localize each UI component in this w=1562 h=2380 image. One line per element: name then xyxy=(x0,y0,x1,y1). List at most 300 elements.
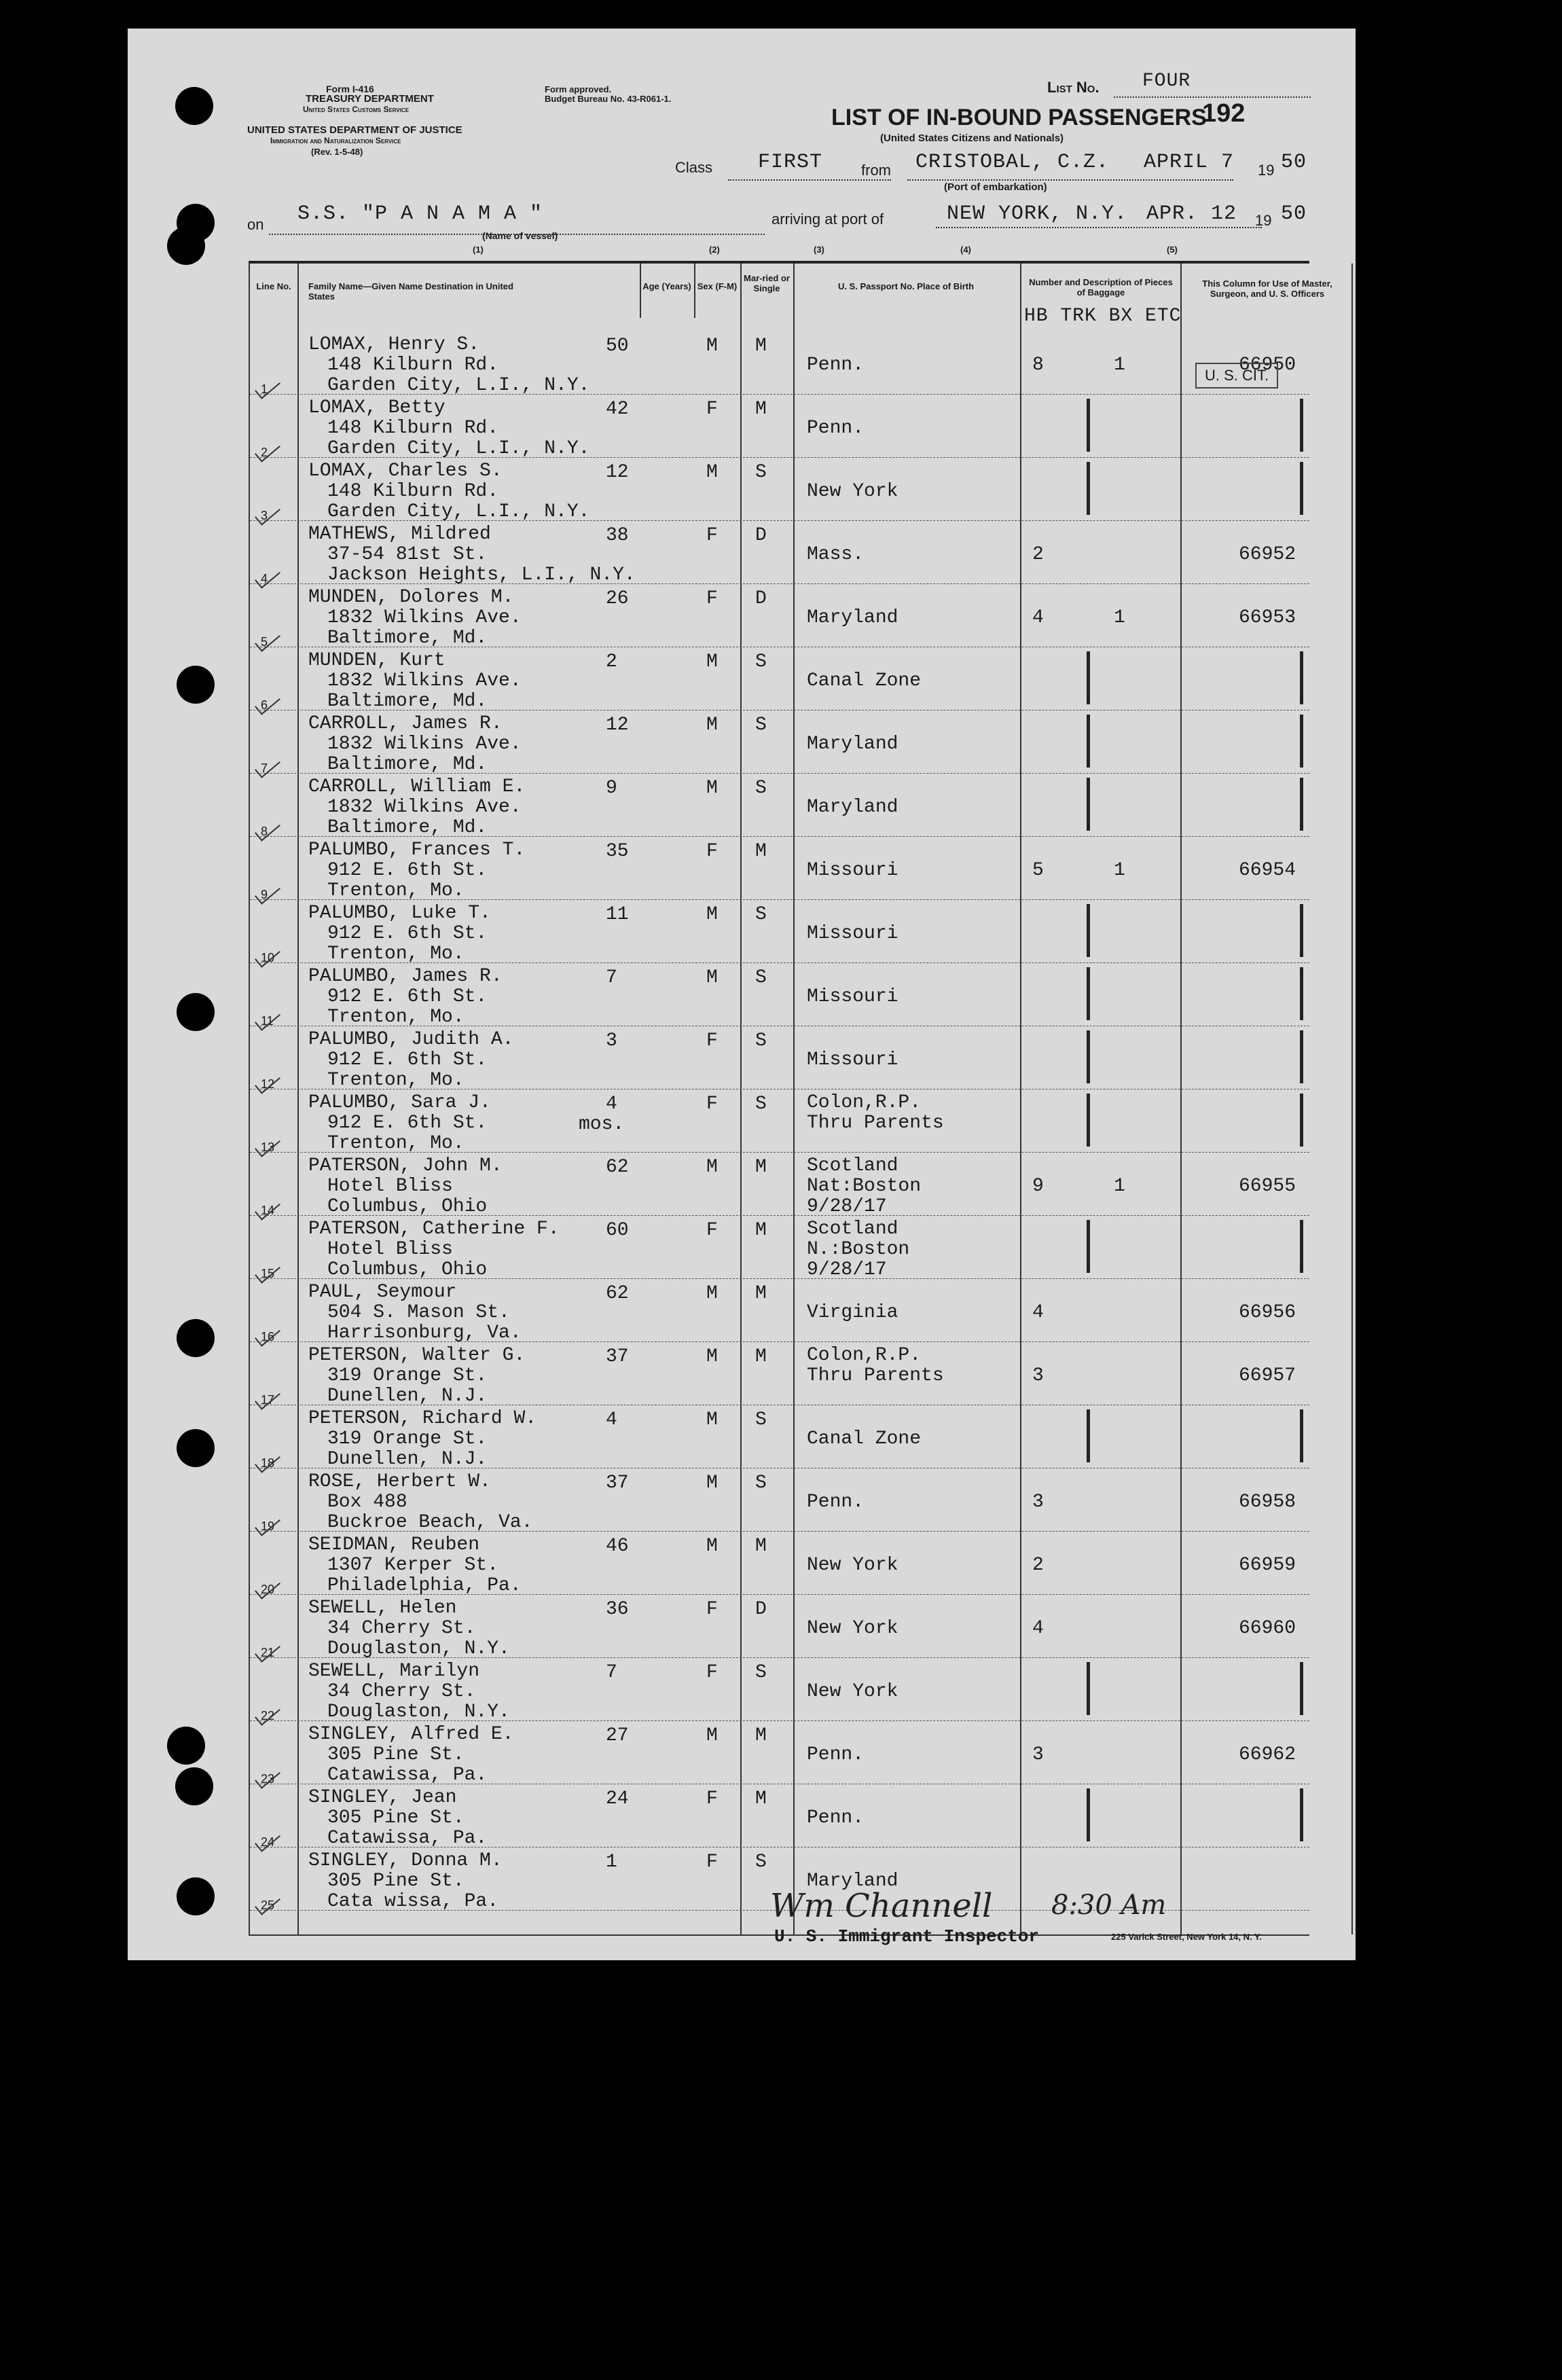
sex-value: F xyxy=(706,1030,718,1051)
address-line-2: Harrisonburg, Va. xyxy=(327,1322,522,1344)
address-line-2: Catawissa, Pa. xyxy=(327,1765,488,1786)
arriving-label: arriving at port of xyxy=(771,211,884,228)
ditto-mark xyxy=(1087,904,1090,957)
ditto-mark xyxy=(1300,904,1303,957)
address-line-2: Buckroe Beach, Va. xyxy=(327,1512,533,1533)
sex-value: F xyxy=(706,1220,718,1241)
birthplace: Canal Zone xyxy=(807,670,922,691)
line-number: 9 xyxy=(261,888,268,901)
line-number: 21 xyxy=(261,1646,275,1659)
table-row xyxy=(250,710,1309,774)
ditto-mark xyxy=(1087,778,1090,831)
sex-value: F xyxy=(706,1852,718,1873)
marital-status: S xyxy=(755,1473,767,1494)
manifest-sheet xyxy=(128,29,1356,1960)
age-value: 27 xyxy=(606,1725,629,1746)
marital-status: S xyxy=(755,1662,767,1683)
ins-service: Immigration and Naturalization Service xyxy=(270,136,401,145)
sex-value: F xyxy=(706,1599,718,1620)
punch-hole xyxy=(177,1429,215,1467)
col-num-5: (5) xyxy=(1167,245,1178,255)
passenger-name: MATHEWS, Mildred xyxy=(308,524,491,545)
birthplace: Maryland xyxy=(807,607,898,628)
address-line-2: Douglaston, N.Y. xyxy=(327,1701,510,1723)
passenger-name: PETERSON, Walter G. xyxy=(308,1345,526,1366)
passenger-name: LOMAX, Charles S. xyxy=(308,461,503,482)
ditto-mark xyxy=(1300,462,1303,515)
address-line-2: Philadelphia, Pa. xyxy=(327,1575,522,1596)
line-number: 16 xyxy=(261,1330,275,1344)
punch-hole xyxy=(177,666,215,704)
line-number: 14 xyxy=(261,1204,275,1217)
birthplace: New York xyxy=(807,1618,898,1639)
address-line-1: 912 E. 6th St. xyxy=(327,860,488,881)
arrival-date: APR. 12 xyxy=(1146,202,1237,226)
table-row xyxy=(250,1721,1309,1784)
document-title: LIST OF IN-BOUND PASSENGERS xyxy=(831,105,1207,130)
passenger-name: SINGLEY, Donna M. xyxy=(308,1850,503,1871)
address-line-1: 1832 Wilkins Ave. xyxy=(327,607,522,628)
line-number: 25 xyxy=(261,1898,275,1912)
ditto-mark xyxy=(1087,1220,1090,1273)
birthplace-line-3: 9/28/17 xyxy=(807,1196,887,1217)
line-number: 10 xyxy=(261,951,275,964)
birthplace-line-3: 9/28/17 xyxy=(807,1259,887,1280)
age-value: 2 xyxy=(606,651,617,672)
punch-hole xyxy=(175,1767,213,1805)
marital-status: D xyxy=(755,588,767,609)
marital-status: M xyxy=(755,1220,767,1241)
arrival-year-prefix: 19 xyxy=(1255,212,1272,229)
birthplace: Canal Zone xyxy=(807,1428,922,1449)
table-row xyxy=(250,1089,1309,1153)
birthplace: Penn. xyxy=(807,1492,865,1513)
address-line-2: Trenton, Mo. xyxy=(327,943,465,964)
passenger-name: PALUMBO, Judith A. xyxy=(308,1029,514,1050)
line-number: 18 xyxy=(261,1456,275,1470)
ditto-mark xyxy=(1087,1030,1090,1083)
address-line-1: 34 Cherry St. xyxy=(327,1681,476,1702)
ditto-mark xyxy=(1087,1788,1090,1841)
passenger-name: PATERSON, Catherine F. xyxy=(308,1219,560,1240)
address-line-1: 1832 Wilkins Ave. xyxy=(327,797,522,818)
line-number: 13 xyxy=(261,1140,275,1154)
col-num-2: (2) xyxy=(709,245,720,255)
ditto-mark xyxy=(1087,1662,1090,1715)
marital-status: M xyxy=(755,1536,767,1557)
marital-status: M xyxy=(755,1157,767,1178)
marital-status: S xyxy=(755,651,767,672)
officer-number: 66959 xyxy=(1239,1555,1296,1576)
budget-bureau: Budget Bureau No. 43-R061-1. xyxy=(545,94,672,104)
list-number: FOUR xyxy=(1142,71,1191,92)
table-row xyxy=(250,521,1309,584)
address-line-1: 912 E. 6th St. xyxy=(327,923,488,944)
document-subtitle: (United States Citizens and Nationals) xyxy=(880,132,1064,144)
punch-hole xyxy=(177,993,215,1031)
birthplace: Maryland xyxy=(807,1871,898,1892)
address-line-1: Box 488 xyxy=(327,1492,407,1513)
line-number: 15 xyxy=(261,1267,275,1280)
table-row xyxy=(250,395,1309,458)
birthplace: New York xyxy=(807,1681,898,1702)
age-value: 1 xyxy=(606,1852,617,1873)
ditto-mark xyxy=(1300,1662,1303,1715)
age-value: 46 xyxy=(606,1536,629,1557)
col-baggage: Number and Description of Pieces of Baggage xyxy=(1029,277,1173,298)
line-number: 11 xyxy=(261,1014,274,1028)
birthplace: Scotland xyxy=(807,1219,898,1240)
line-number: 19 xyxy=(261,1519,275,1533)
form-approved: Form approved. xyxy=(545,84,612,94)
address-line-2: Baltimore, Md. xyxy=(327,817,488,838)
sex-value: M xyxy=(706,778,718,799)
col-sex: Sex (F-M) xyxy=(697,281,738,291)
age-value: 38 xyxy=(606,525,629,546)
sex-value: M xyxy=(706,1157,718,1178)
passenger-name: PAUL, Seymour xyxy=(308,1282,457,1303)
birthplace: Missouri xyxy=(807,860,898,881)
birthplace: Penn. xyxy=(807,355,865,376)
baggage-trk: 1 xyxy=(1114,860,1125,881)
passenger-name: PALUMBO, Luke T. xyxy=(308,903,491,924)
class-label: Class xyxy=(675,159,713,176)
address-line-1: 319 Orange St. xyxy=(327,1365,488,1386)
col-officers: This Column for Use of Master, Surgeon, and U. S. Officers xyxy=(1202,278,1332,299)
passenger-name: LOMAX, Betty xyxy=(308,397,446,418)
sex-value: F xyxy=(706,841,718,862)
baggage-trk: 1 xyxy=(1114,1176,1125,1197)
birthplace: Missouri xyxy=(807,923,898,944)
page-number: 192 xyxy=(1202,99,1246,128)
ditto-mark xyxy=(1087,399,1090,452)
sex-value: M xyxy=(706,715,718,736)
age-value: 7 xyxy=(606,1662,617,1683)
marital-status: S xyxy=(755,904,767,925)
age-value: 3 xyxy=(606,1030,617,1051)
birthplace: Missouri xyxy=(807,986,898,1007)
address-line-2: Trenton, Mo. xyxy=(327,1133,465,1154)
col-num-4: (4) xyxy=(960,245,971,255)
marital-status: M xyxy=(755,1788,767,1809)
punch-hole xyxy=(177,1319,215,1357)
marital-status: D xyxy=(755,1599,767,1620)
col-name-destination: Family Name—Given Name Destination in United States xyxy=(308,281,513,302)
address-line-2: Trenton, Mo. xyxy=(327,1007,465,1028)
marital-status: M xyxy=(755,1283,767,1304)
ditto-mark xyxy=(1087,651,1090,704)
punch-hole xyxy=(177,1877,215,1915)
address-line-2: Garden City, L.I., N.Y. xyxy=(327,501,590,522)
address-line-1: 148 Kilburn Rd. xyxy=(327,418,499,439)
birthplace: Colon,R.P. xyxy=(807,1092,922,1113)
inspector-title: U. S. Immigrant Inspector xyxy=(774,1926,1040,1947)
age-value: 12 xyxy=(606,715,629,736)
passenger-name: PALUMBO, Frances T. xyxy=(308,840,526,861)
birthplace: Virginia xyxy=(807,1302,898,1323)
col-line-no: Line No. xyxy=(256,281,291,291)
passenger-table xyxy=(249,261,1332,1936)
age-value: 60 xyxy=(606,1220,629,1241)
address-line-2: Baltimore, Md. xyxy=(327,754,488,775)
birthplace: New York xyxy=(807,1555,898,1576)
table-row xyxy=(250,584,1309,647)
table-row xyxy=(250,331,1309,395)
marital-status: S xyxy=(755,1852,767,1873)
printer-address: 225 Varick Street, New York 14, N. Y. xyxy=(1111,1932,1262,1942)
sex-value: F xyxy=(706,399,718,420)
passenger-name: SINGLEY, Jean xyxy=(308,1787,457,1808)
line-number: 4 xyxy=(261,572,268,585)
table-row xyxy=(250,1405,1309,1468)
address-line-2: Catawissa, Pa. xyxy=(327,1828,488,1849)
address-line-1: 504 S. Mason St. xyxy=(327,1302,510,1323)
inspector-signature: Wm Channell xyxy=(770,1887,993,1925)
sex-value: F xyxy=(706,1094,718,1115)
age-value: 37 xyxy=(606,1473,629,1494)
table-row xyxy=(250,1342,1309,1405)
class-value: FIRST xyxy=(758,151,823,174)
table-row xyxy=(250,1153,1309,1216)
address-line-2: Columbus, Ohio xyxy=(327,1259,488,1280)
table-row xyxy=(250,647,1309,710)
address-line-2: Trenton, Mo. xyxy=(327,1070,465,1091)
birthplace: Scotland xyxy=(807,1155,898,1176)
age-value: 12 xyxy=(606,462,629,483)
punch-hole xyxy=(167,1727,205,1765)
officer-number: 66950 xyxy=(1239,355,1296,376)
ditto-mark xyxy=(1300,1220,1303,1273)
passenger-name: PETERSON, Richard W. xyxy=(308,1408,537,1429)
birthplace: Missouri xyxy=(807,1049,898,1070)
age-value: 9 xyxy=(606,778,617,799)
ditto-mark xyxy=(1300,1788,1303,1841)
us-citizen-stamp: U. S. CIT. xyxy=(1195,363,1278,389)
passenger-name: SINGLEY, Alfred E. xyxy=(308,1724,514,1745)
address-line-1: 37-54 81st St. xyxy=(327,544,488,565)
col-married: Mar-ried or Single xyxy=(744,273,790,293)
officer-number: 66960 xyxy=(1239,1618,1296,1639)
age-value: 26 xyxy=(606,588,629,609)
vessel-name: S.S. "P A N A M A " xyxy=(297,202,543,226)
line-number: 22 xyxy=(261,1709,275,1723)
birthplace: Penn. xyxy=(807,1744,865,1765)
baggage-hb: 3 xyxy=(1032,1365,1044,1386)
address-line-2: Columbus, Ohio xyxy=(327,1196,488,1217)
line-number: 3 xyxy=(261,509,268,522)
passenger-name: SEWELL, Helen xyxy=(308,1598,457,1619)
birthplace-line-2: Thru Parents xyxy=(807,1365,944,1386)
embark-port: CRISTOBAL, C.Z. xyxy=(915,151,1110,174)
line-number: 6 xyxy=(261,698,268,712)
table-row xyxy=(250,1026,1309,1089)
sex-value: M xyxy=(706,967,718,988)
ditto-mark xyxy=(1087,1094,1090,1147)
embark-date: APRIL 7 xyxy=(1144,151,1235,174)
sex-value: M xyxy=(706,1409,718,1430)
baggage-subheader: HB TRK BX ETC xyxy=(1024,306,1182,327)
sex-value: F xyxy=(706,588,718,609)
marital-status: M xyxy=(755,1346,767,1367)
address-line-1: 34 Cherry St. xyxy=(327,1618,476,1639)
ditto-mark xyxy=(1300,1030,1303,1083)
line-number: 1 xyxy=(261,382,268,396)
sex-value: M xyxy=(706,1536,718,1557)
table-row xyxy=(250,837,1309,900)
address-line-1: 305 Pine St. xyxy=(327,1807,465,1828)
age-value: 7 xyxy=(606,967,617,988)
marital-status: S xyxy=(755,778,767,799)
col-num-3: (3) xyxy=(814,245,824,255)
officer-number: 66952 xyxy=(1239,544,1296,565)
birthplace: Penn. xyxy=(807,418,865,439)
punch-hole xyxy=(167,227,205,265)
age-value: 62 xyxy=(606,1283,629,1304)
col-passport-birthplace: U. S. Passport No. Place of Birth xyxy=(837,281,975,291)
baggage-hb: 4 xyxy=(1032,1618,1044,1639)
ditto-mark xyxy=(1087,715,1090,768)
from-label: from xyxy=(861,162,891,179)
marital-status: M xyxy=(755,841,767,862)
vessel-caption: (Name of vessel) xyxy=(482,230,558,241)
passenger-name: ROSE, Herbert W. xyxy=(308,1471,491,1492)
baggage-trk: 1 xyxy=(1114,355,1125,376)
officer-number: 66954 xyxy=(1239,860,1296,881)
officer-number: 66957 xyxy=(1239,1365,1296,1386)
arrival-port: NEW YORK, N.Y. xyxy=(947,202,1128,226)
baggage-hb: 2 xyxy=(1032,1555,1044,1576)
address-line-1: 912 E. 6th St. xyxy=(327,1049,488,1070)
marital-status: S xyxy=(755,967,767,988)
baggage-trk: 1 xyxy=(1114,607,1125,628)
marital-status: S xyxy=(755,1094,767,1115)
address-line-1: Hotel Bliss xyxy=(327,1239,453,1260)
passenger-name: SEIDMAN, Reuben xyxy=(308,1534,480,1555)
table-row xyxy=(250,1532,1309,1595)
ditto-mark xyxy=(1300,967,1303,1020)
marital-status: M xyxy=(755,399,767,420)
age-value: 37 xyxy=(606,1346,629,1367)
sex-value: M xyxy=(706,904,718,925)
ditto-mark xyxy=(1300,715,1303,768)
age-value: 11 xyxy=(606,904,629,925)
address-line-1: 305 Pine St. xyxy=(327,1744,465,1765)
embark-year: 50 xyxy=(1281,151,1307,174)
line-number: 12 xyxy=(261,1077,275,1091)
baggage-hb: 4 xyxy=(1032,607,1044,628)
ditto-mark xyxy=(1087,967,1090,1020)
address-line-2: Jackson Heights, L.I., N.Y. xyxy=(327,564,636,585)
ditto-mark xyxy=(1300,778,1303,831)
passenger-name: MUNDEN, Dolores M. xyxy=(308,587,514,608)
customs-service: United States Customs Service xyxy=(303,105,410,114)
birthplace: Mass. xyxy=(807,544,865,565)
table-row xyxy=(250,1784,1309,1847)
officer-number: 66955 xyxy=(1239,1176,1296,1197)
birthplace-line-2: N.:Boston xyxy=(807,1239,910,1260)
arrival-year: 50 xyxy=(1281,202,1307,226)
sex-value: F xyxy=(706,1788,718,1809)
address-line-1: 319 Orange St. xyxy=(327,1428,488,1449)
birthplace: Maryland xyxy=(807,734,898,755)
age-value: 36 xyxy=(606,1599,629,1620)
line-number: 17 xyxy=(261,1393,275,1407)
marital-status: S xyxy=(755,715,767,736)
baggage-hb: 3 xyxy=(1032,1744,1044,1765)
birthplace: Maryland xyxy=(807,797,898,818)
address-line-1: 1832 Wilkins Ave. xyxy=(327,734,522,755)
line-number: 24 xyxy=(261,1835,275,1849)
officer-number: 66962 xyxy=(1239,1744,1296,1765)
address-line-2: Baltimore, Md. xyxy=(327,691,488,712)
table-row xyxy=(250,1595,1309,1658)
ditto-mark xyxy=(1087,1409,1090,1462)
marital-status: S xyxy=(755,1409,767,1430)
sex-value: M xyxy=(706,1283,718,1304)
address-line-1: 912 E. 6th St. xyxy=(327,986,488,1007)
col-age: Age (Years) xyxy=(642,281,691,291)
marital-status: M xyxy=(755,1725,767,1746)
line-number: 7 xyxy=(261,761,268,775)
birthplace: Penn. xyxy=(807,1807,865,1828)
treasury-department: TREASURY DEPARTMENT xyxy=(306,93,434,105)
on-label: on xyxy=(247,216,264,233)
inspection-time: 8:30 Am xyxy=(1051,1890,1167,1921)
address-line-2: Garden City, L.I., N.Y. xyxy=(327,438,590,459)
ditto-mark xyxy=(1300,399,1303,452)
age-value: 24 xyxy=(606,1788,629,1809)
sex-value: M xyxy=(706,1346,718,1367)
address-line-1: 148 Kilburn Rd. xyxy=(327,481,499,502)
age-value: 42 xyxy=(606,399,629,420)
sex-value: M xyxy=(706,1725,718,1746)
passenger-name: SEWELL, Marilyn xyxy=(308,1661,480,1682)
officer-number: 66956 xyxy=(1239,1302,1296,1323)
sex-value: M xyxy=(706,1473,718,1494)
age-value: 62 xyxy=(606,1157,629,1178)
passenger-name: LOMAX, Henry S. xyxy=(308,334,480,355)
table-row xyxy=(250,1468,1309,1532)
table-row xyxy=(250,1216,1309,1279)
marital-status: D xyxy=(755,525,767,546)
ditto-mark xyxy=(1300,1094,1303,1147)
sex-value: M xyxy=(706,336,718,357)
passenger-name: PATERSON, John M. xyxy=(308,1155,503,1176)
sex-value: F xyxy=(706,1662,718,1683)
port-embarkation-caption: (Port of embarkation) xyxy=(944,181,1047,193)
address-line-2: Cata wissa, Pa. xyxy=(327,1891,499,1912)
baggage-hb: 3 xyxy=(1032,1492,1044,1513)
age-value: 4 xyxy=(606,1094,617,1115)
ditto-mark xyxy=(1300,1409,1303,1462)
line-number: 2 xyxy=(261,446,268,459)
punch-hole xyxy=(175,87,213,125)
address-line-1: 912 E. 6th St. xyxy=(327,1113,488,1134)
address-line-2: Dunellen, N.J. xyxy=(327,1449,488,1470)
sex-value: F xyxy=(706,525,718,546)
address-line-1: 1832 Wilkins Ave. xyxy=(327,670,522,691)
address-line-1: Hotel Bliss xyxy=(327,1176,453,1197)
address-line-1: 1307 Kerper St. xyxy=(327,1555,499,1576)
address-line-1: 305 Pine St. xyxy=(327,1871,465,1892)
line-number: 8 xyxy=(261,825,268,838)
table-row xyxy=(250,458,1309,521)
marital-status: M xyxy=(755,336,767,357)
ditto-mark xyxy=(1087,462,1090,515)
address-line-1: 148 Kilburn Rd. xyxy=(327,355,499,376)
col-num-1: (1) xyxy=(473,245,484,255)
passenger-name: PALUMBO, Sara J. xyxy=(308,1092,491,1113)
